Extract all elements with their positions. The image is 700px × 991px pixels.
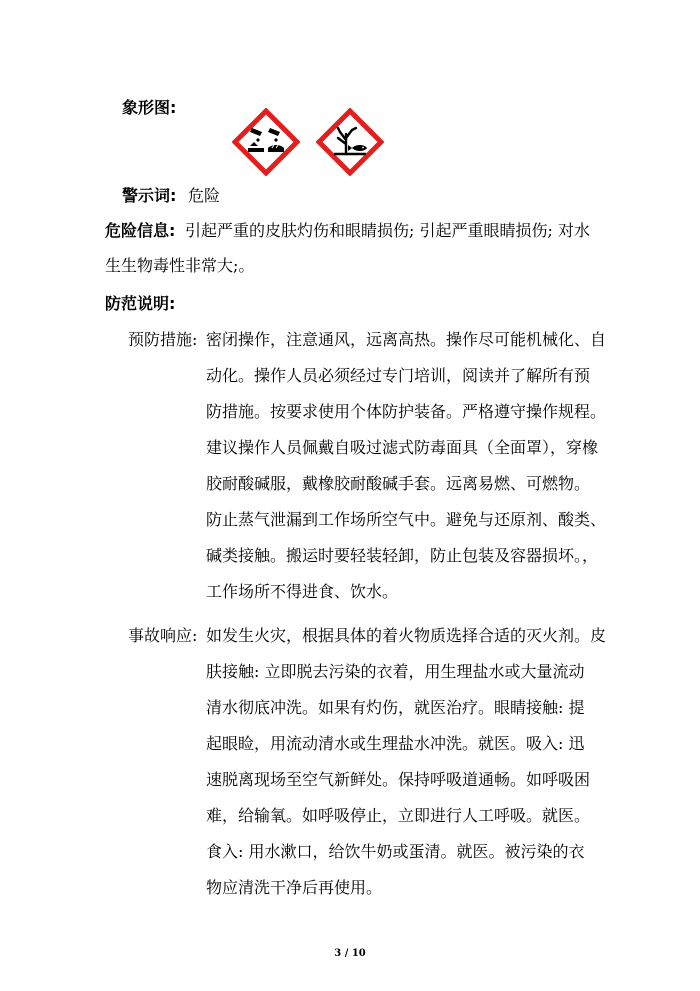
prevention-line: 防止蒸气泄漏到工作场所空气中。避免与还原剂、酸类、 (206, 510, 607, 529)
prevention-line: 密闭操作，注意通风，远离高热。操作尽可能机械化、自 (206, 330, 607, 349)
response-line: 速脱离现场至空气新鲜处。保持呼吸道通畅。如呼吸困 (206, 770, 591, 789)
pictogram-label: 象形图: (122, 98, 177, 117)
response-line: 食入: 用水漱口，给饮牛奶或蛋清。就医。被污染的衣 (206, 842, 585, 861)
prevention-line: 防措施。按要求使用个体防护装备。严格遵守操作规程。 (206, 402, 607, 421)
hazard-info-label: 危险信息: (105, 221, 176, 240)
prevention-line: 工作场所不得进食、饮水。 (206, 582, 399, 601)
response-label: 事故响应: (128, 626, 198, 645)
precautions-label: 防范说明: (105, 294, 176, 313)
response-line: 起眼睑，用流动清水或生理盐水冲洗。就医。吸入: 迅 (206, 734, 585, 753)
hazard-info-line: 引起严重的皮肤灼伤和眼睛损伤; 引起严重眼睛损伤; 对水 (185, 221, 590, 240)
page-number: 3 / 10 (334, 948, 366, 959)
response-line: 难，给输氧。如呼吸停止，立即进行人工呼吸。就医。 (206, 806, 591, 825)
prevention-line: 建议操作人员佩戴自吸过滤式防毒面具（全面罩），穿橡 (206, 438, 599, 457)
response-line: 肤接触: 立即脱去污染的衣着，用生理盐水或大量流动 (206, 662, 585, 681)
prevention-line: 胶耐酸碱服，戴橡胶耐酸碱手套。远离易燃、可燃物。 (206, 474, 591, 493)
signal-word-value: 危险 (188, 186, 221, 205)
signal-word-label: 警示词: (122, 186, 177, 205)
environment-icon (316, 108, 384, 176)
prevention-label: 预防措施: (128, 330, 198, 349)
prevention-line: 碱类接触。搬运时要轻装轻卸，防止包装及容器损坏。， (206, 546, 599, 565)
response-line: 物应清洗干净后再使用。 (206, 878, 383, 897)
response-line: 清水彻底冲洗。如果有灼伤，就医治疗。眼睛接触: 提 (206, 698, 585, 717)
ghs-pictograms (232, 108, 392, 176)
corrosion-icon (232, 108, 300, 176)
response-line: 如发生火灾，根据具体的着火物质选择合适的灭火剂。皮 (206, 626, 607, 645)
hazard-info-line: 生生物毒性非常大;。 (105, 256, 255, 275)
prevention-line: 动化。操作人员必须经过专门培训，阅读并了解所有预 (206, 366, 591, 385)
